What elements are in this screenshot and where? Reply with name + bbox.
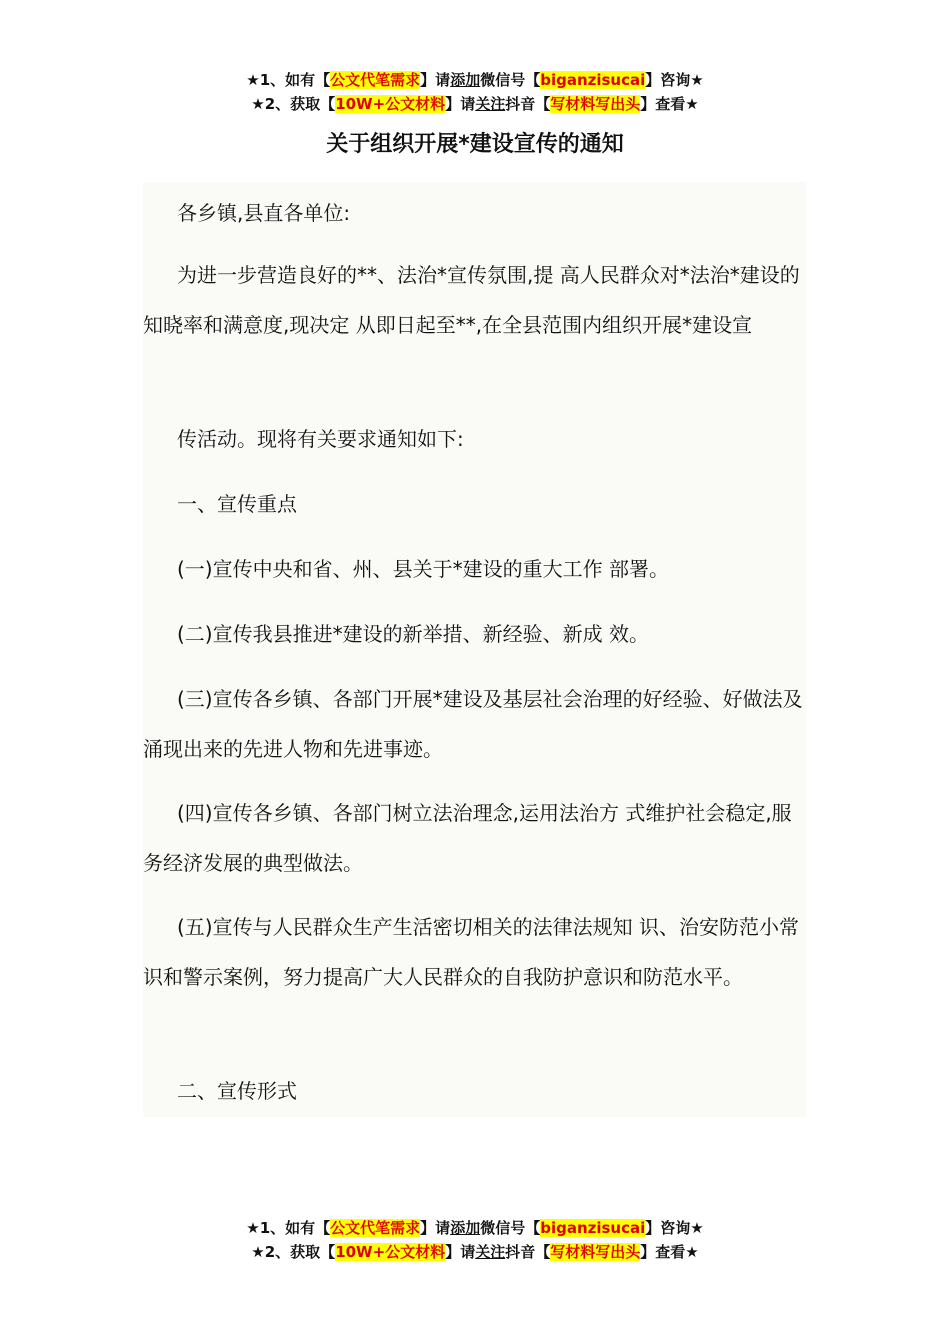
paragraph-intro-continued: 传活动。现将有关要求通知如下: [177, 427, 464, 451]
banner-text: ★1、如有【 [246, 1219, 331, 1237]
document-body [143, 182, 806, 1117]
banner-text: 】查看★ [640, 1243, 699, 1261]
banner-line-1 [0, 68, 950, 92]
list-item-3: (三)宣传各乡镇、各部门开展*建设及基层社会治理的好经验、好做法及涌现出来的先进人物和先进事迹。 [143, 687, 803, 761]
banner-text: 】请 [445, 1243, 476, 1261]
banner-underlined: 添加 [450, 71, 481, 89]
banner-text: ★2、获取【 [251, 1243, 336, 1261]
document-title: 关于组织开展*建设宣传的通知 [326, 132, 624, 157]
banner-line-2 [0, 92, 950, 116]
banner-underlined: 关注 [475, 95, 506, 113]
banner-text: 】请 [420, 71, 451, 89]
banner-highlight: 10W+公文材料 [335, 1243, 446, 1261]
footer-banner [0, 1216, 950, 1264]
banner-line-2 [0, 1240, 950, 1264]
banner-text: ★2、获取【 [251, 95, 336, 113]
salutation: 各乡镇,县直各单位: [177, 201, 351, 225]
banner-highlight: biganzisucai [540, 71, 646, 89]
banner-highlight: 写材料写出头 [550, 1243, 641, 1261]
banner-text: ★1、如有【 [246, 71, 331, 89]
banner-text: 】咨询★ [645, 71, 704, 89]
section-heading-2: 二、宣传形式 [177, 1079, 297, 1103]
banner-text: 】咨询★ [645, 1219, 704, 1237]
paragraph-intro: 为进一步营造良好的**、法治*宣传氛围,提 高人民群众对*法治*建设的知晓率和满意度,现决定 从即日起至**,在全县范围内组织开展*建设宣 [143, 263, 800, 337]
banner-line-1 [0, 1216, 950, 1240]
banner-highlight: 公文代笔需求 [330, 1219, 421, 1237]
banner-underlined: 关注 [475, 1243, 506, 1261]
banner-underlined: 添加 [450, 1219, 481, 1237]
header-banner [0, 68, 950, 116]
banner-highlight: 写材料写出头 [550, 95, 641, 113]
banner-highlight: biganzisucai [540, 1219, 646, 1237]
banner-highlight: 10W+公文材料 [335, 95, 446, 113]
banner-highlight: 公文代笔需求 [330, 71, 421, 89]
list-item-4: (四)宣传各乡镇、各部门树立法治理念,运用法治方 式维护社会稳定,服务经济发展的典型做法。 [143, 801, 792, 875]
list-item-2: (二)宣传我县推进*建设的新举措、新经验、新成 效。 [177, 622, 649, 646]
banner-text: 抖音【 [505, 95, 551, 113]
banner-text: 】查看★ [640, 95, 699, 113]
banner-text: 微信号【 [480, 71, 541, 89]
list-item-1: (一)宣传中央和省、州、县关于*建设的重大工作 部署。 [177, 557, 669, 581]
banner-text: 】请 [420, 1219, 451, 1237]
banner-text: 】请 [445, 95, 476, 113]
section-heading-1: 一、宣传重点 [177, 492, 297, 516]
banner-text: 抖音【 [505, 1243, 551, 1261]
banner-text: 微信号【 [480, 1219, 541, 1237]
list-item-5: (五)宣传与人民群众生产生活密切相关的法律法规知 识、治安防范小常识和警示案例，努力提高广大人民群众的自我防护意识和防范水平。 [143, 915, 799, 989]
